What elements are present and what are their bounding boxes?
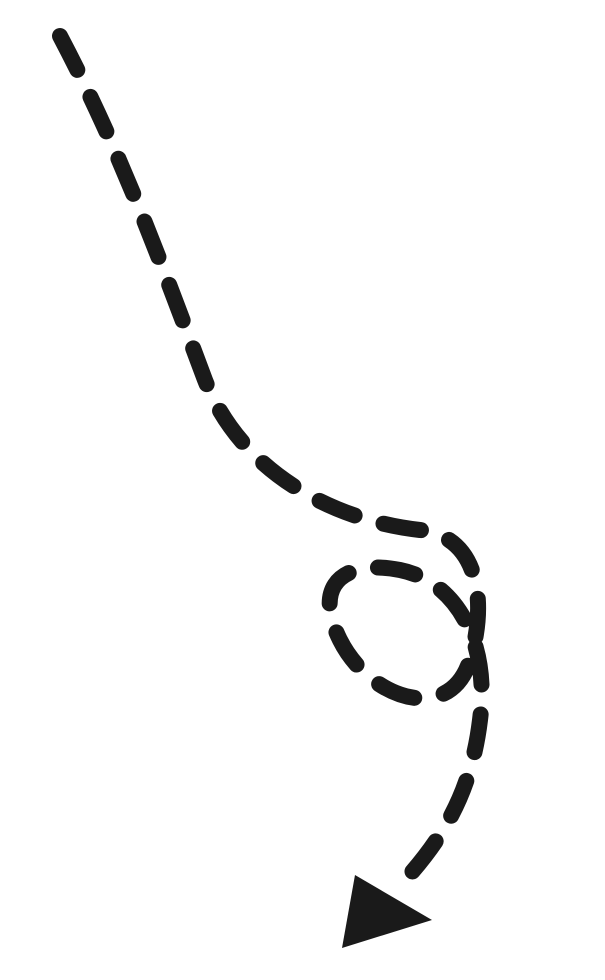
dashed-curve-icon: [60, 36, 482, 872]
arrow-head-icon: [342, 875, 432, 948]
